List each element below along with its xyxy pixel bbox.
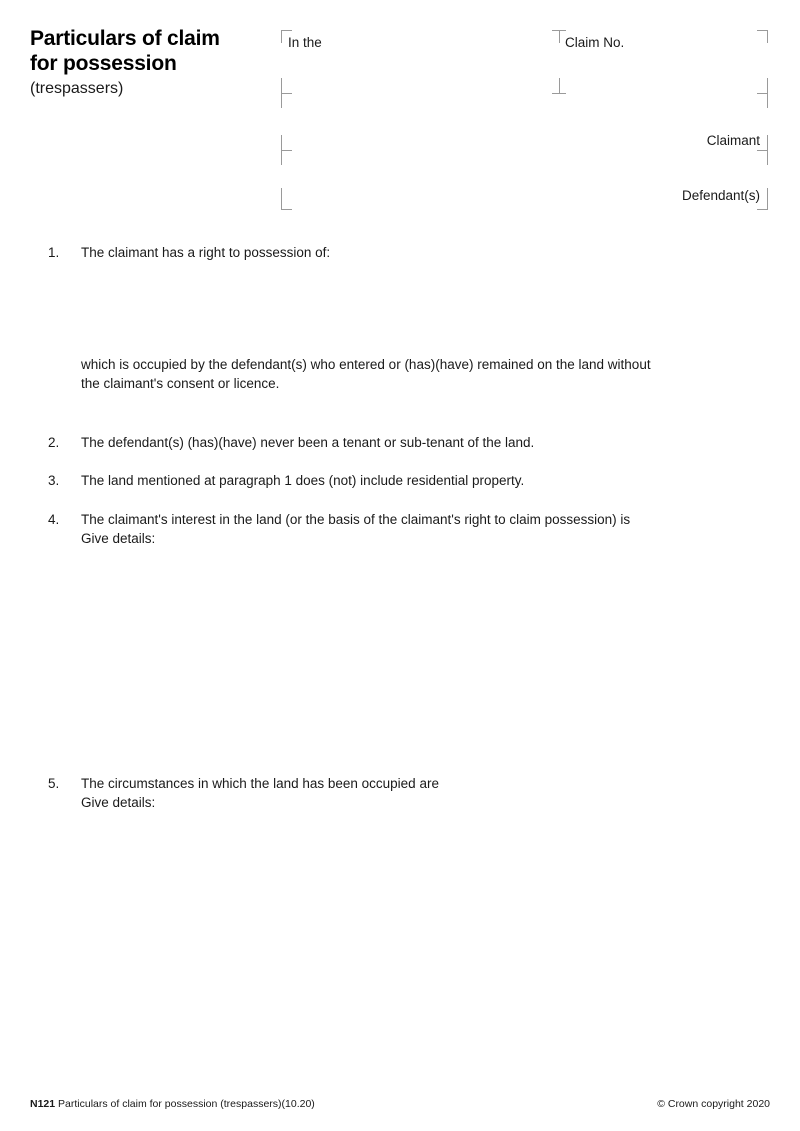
defendants-label: Defendant(s) <box>681 188 760 203</box>
footer-form-code: N121 <box>30 1098 56 1110</box>
court-details-box <box>281 30 768 210</box>
list-item <box>48 243 770 262</box>
page-title <box>30 26 270 100</box>
bracket-bottom-left-horizontal <box>281 209 292 210</box>
item-5-text: The circumstances in which the land has been occupied are <box>81 776 439 791</box>
item-text: The defendant(s) (has)(have) never been a tenant or sub-tenant of the land. <box>81 435 535 450</box>
item-1-continuation <box>81 355 770 393</box>
bracket-top-left-horizontal <box>281 30 292 31</box>
item-4-answer-space[interactable] <box>81 552 768 770</box>
title-line-2: for possession <box>30 52 177 75</box>
item-text <box>81 774 770 812</box>
bracket-mid-bottom-horizontal <box>552 93 566 94</box>
list-item <box>48 510 770 548</box>
title-line-1: Particulars of claim <box>30 27 220 50</box>
claimant-label: Claimant <box>706 133 760 148</box>
item-number: 5. <box>48 776 60 791</box>
bracket-mid-spine-2 <box>559 78 560 94</box>
item-number: 4. <box>48 512 60 527</box>
defendants-field[interactable] <box>288 158 758 186</box>
item-number: 2. <box>48 435 60 450</box>
item-1-answer-space[interactable] <box>81 268 768 350</box>
list-item <box>48 774 770 812</box>
list-item <box>48 471 770 490</box>
claim-number-label: Claim No. <box>565 35 625 50</box>
item-5-instruction: Give details: <box>81 795 156 810</box>
item-text: The claimant has a right to possession of: <box>81 245 331 260</box>
item-4-instruction: Give details: <box>81 531 156 546</box>
item-5-answer-space[interactable] <box>81 816 768 1074</box>
bracket-right-tick-2 <box>757 150 768 151</box>
court-name-field[interactable] <box>288 54 548 90</box>
item-1-continuation-line-2: the claimant's consent or licence. <box>81 376 280 391</box>
footer-copyright: © Crown copyright 2020 <box>657 1098 770 1110</box>
footer-form-reference <box>30 1098 315 1111</box>
court-name-label: In the <box>288 35 322 50</box>
bracket-left-spine-4 <box>281 188 282 210</box>
item-number: 1. <box>48 245 60 260</box>
item-text: The land mentioned at paragraph 1 does (not) include residential property. <box>81 473 525 488</box>
claimant-field[interactable] <box>288 100 758 132</box>
bracket-bottom-right-horizontal <box>757 209 768 210</box>
item-4-text: The claimant's interest in the land (or the basis of the claimant's right to claim possession) is <box>81 512 631 527</box>
bracket-mid-spine-1 <box>559 30 560 43</box>
bracket-left-tick-1 <box>281 93 292 94</box>
bracket-left-tick-2 <box>281 150 292 151</box>
bracket-right-spine-4 <box>767 188 768 210</box>
bracket-right-tick-1 <box>757 93 768 94</box>
bracket-left-spine-1 <box>281 30 282 43</box>
footer-form-description: Particulars of claim for possession (trespassers)(10.20) <box>58 1098 315 1110</box>
item-text <box>81 510 770 548</box>
title-subtitle: (trespassers) <box>30 80 124 97</box>
list-item <box>48 433 770 452</box>
item-1-continuation-line-1: which is occupied by the defendant(s) who entered or (has)(have) remained on the land without <box>81 357 651 372</box>
claim-number-field[interactable] <box>565 54 760 90</box>
item-number: 3. <box>48 473 60 488</box>
bracket-right-spine-1 <box>767 30 768 43</box>
